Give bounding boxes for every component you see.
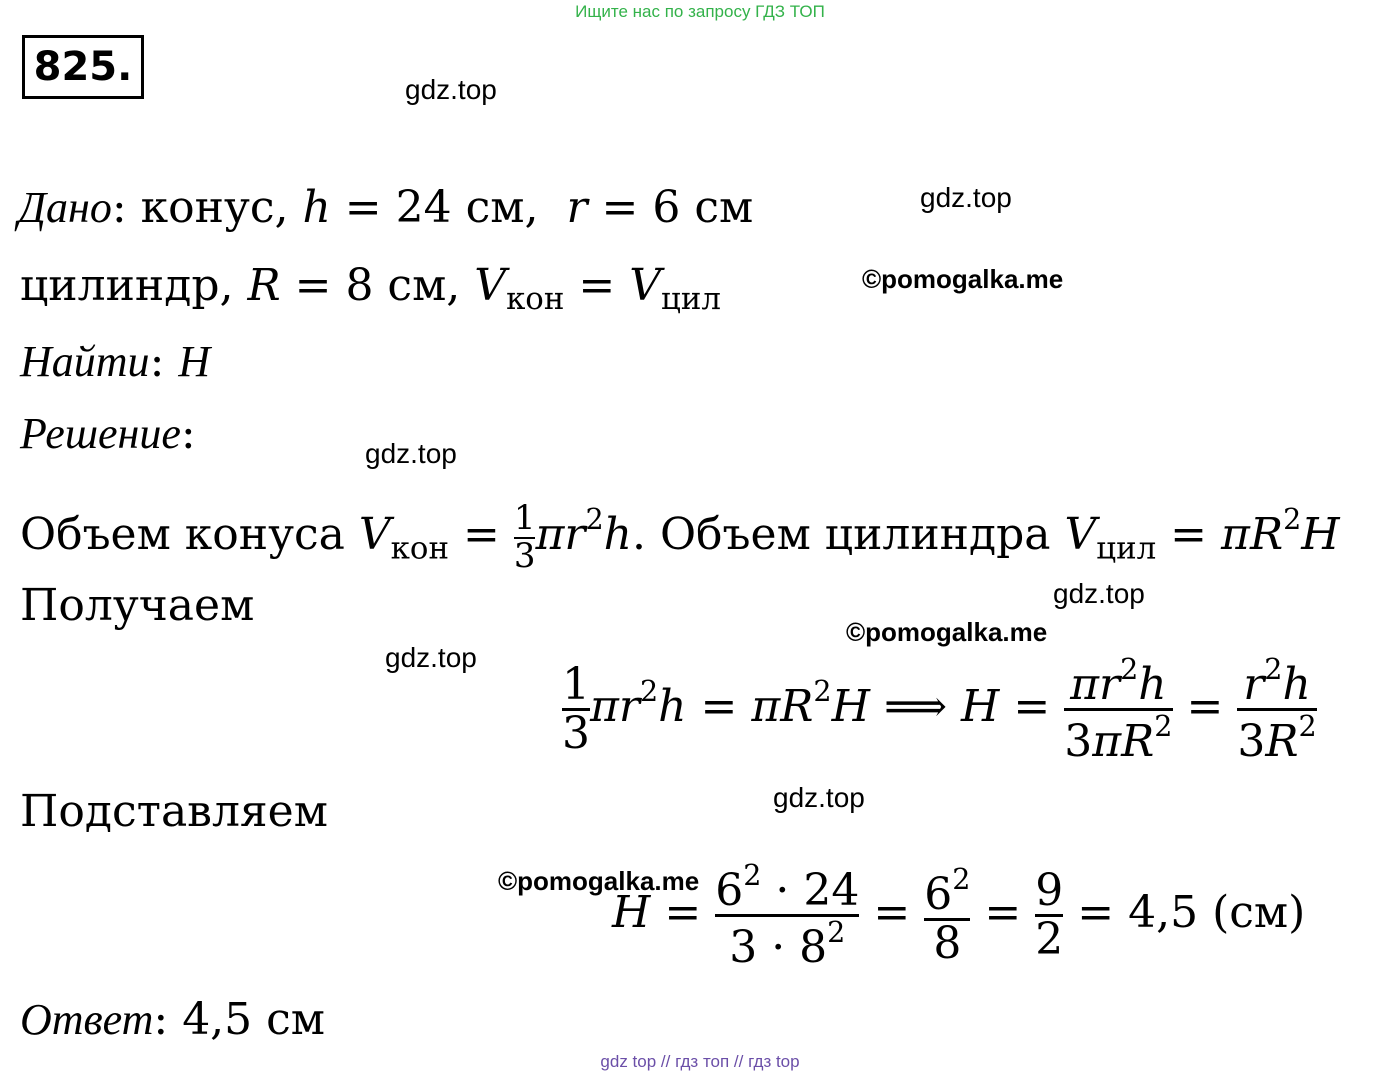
watermark-gdz: gdz.top: [405, 74, 497, 105]
fraction-one-third: $\frac{1}{3}$: [513, 497, 536, 576]
watermark-gdz: gdz.top: [920, 182, 1012, 213]
solution-line: Решение:: [20, 408, 196, 459]
footer-links[interactable]: gdz top // гдз топ // гдз top: [600, 1052, 800, 1071]
answer-line: Ответ: 4,5 см: [20, 994, 326, 1045]
solution-label: Решение: [20, 409, 181, 458]
watermark-pomogalka: ©pomogalka.me: [846, 617, 1048, 647]
fraction-36-over-8: $\frac{6^2}{8}$: [924, 862, 971, 970]
substitute-label: Подставляем: [20, 786, 328, 837]
fraction-main: $\frac{6^2 \cdot 24}{3 \cdot 8^2}$: [715, 858, 860, 974]
fraction-r2h-over-3R2: $\frac{r^2h}{3R^2}$: [1237, 652, 1317, 768]
watermark-pomogalka: ©pomogalka.me: [498, 866, 700, 896]
given-line-2: цилиндр, R = 8 см, $V_{кон} = V_{цил}$: [20, 260, 721, 318]
watermark-pomogalka: ©pomogalka.me: [862, 264, 1064, 294]
fraction-9-over-2: $\frac{9}{2}$: [1035, 865, 1064, 966]
watermark-gdz: gdz.top: [365, 438, 457, 469]
volumes-formula: Объем конуса $V_{кон}$ = $\frac{1}{3}$ $\pi r^2h$. Объем цилиндра $V_{цил} = \pi R^2H$: [20, 497, 1340, 576]
find-line: Найти: H: [20, 336, 211, 387]
given-line-1: Дано: конус, h = 24 см, r = 6 см: [18, 182, 754, 233]
given-label: Дано: [18, 183, 112, 232]
fraction-one-third: $\frac{1}{3}$: [562, 659, 590, 760]
find-label: Найти: [20, 337, 150, 386]
volumes-text-cylinder: Объем цилиндра: [659, 509, 1051, 561]
fraction-pi-r2h-over-3piR2: $\frac{\pi r^2h}{3\pi R^2}$: [1064, 652, 1173, 768]
get-formula: $\frac{1}{3}$ $\pi r^2h = \pi R^2H$ ⟹ H = $\frac{\pi r^2h}{3\pi R^2}$ = $\frac{r^2h}{3R^2}$: [562, 652, 1317, 768]
answer-value: 4,5 см: [182, 994, 326, 1045]
search-banner[interactable]: Ищите нас по запросу ГДЗ ТОП: [575, 2, 825, 21]
volumes-text-cone: Объем конуса: [20, 509, 345, 561]
substitute-formula: H = $\frac{6^2 \cdot 24}{3 \cdot 8^2}$ = $\frac{6^2}{8}$ = $\frac{9}{2}$ = 4,5 (см): [612, 858, 1306, 974]
watermark-gdz: gdz.top: [385, 642, 477, 673]
watermark-gdz: gdz.top: [773, 782, 865, 813]
answer-label: Ответ: [20, 995, 154, 1044]
get-label: Получаем: [20, 580, 255, 631]
problem-number: 825.: [22, 35, 144, 99]
watermark-gdz: gdz.top: [1053, 578, 1145, 609]
find-value: H: [178, 337, 211, 386]
